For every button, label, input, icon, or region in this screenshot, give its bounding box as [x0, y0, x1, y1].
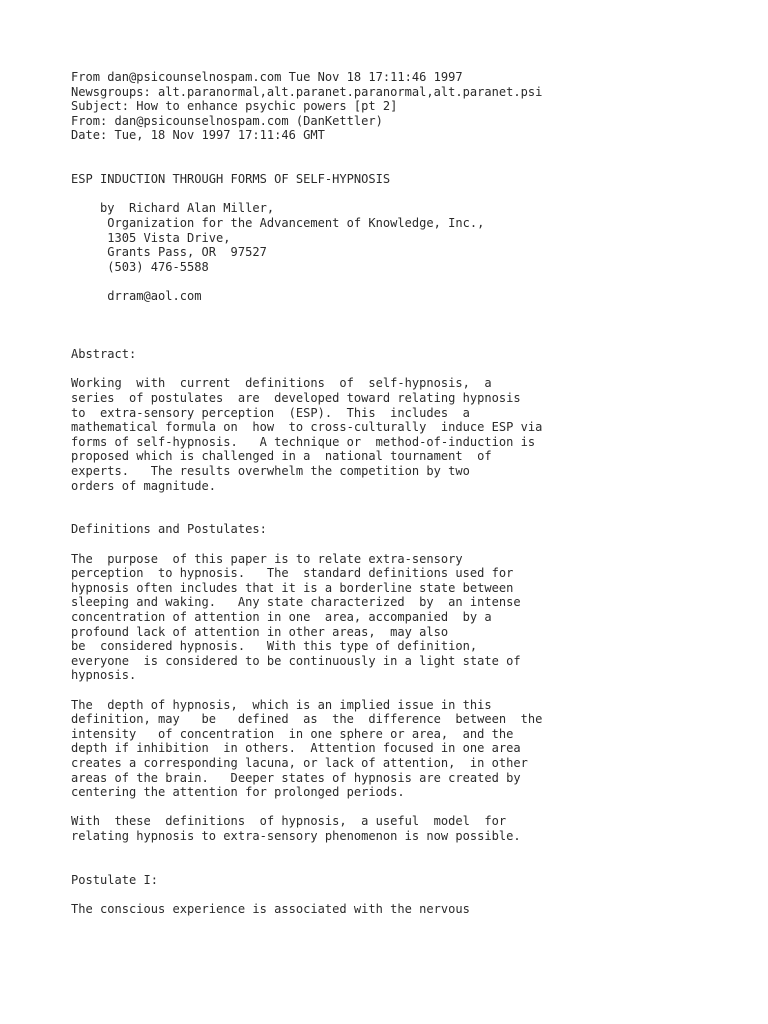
document-page — [71, 70, 761, 916]
text-line: Date: Tue, 18 Nov 1997 17:11:46 GMT — [71, 128, 325, 143]
text-line: Abstract: — [71, 347, 137, 362]
text-line — [71, 537, 761, 552]
text-line: depth if inhibition in others. Attention focused in one area — [71, 741, 521, 756]
text-line: From dan@psicounselnospam.com Tue Nov 18 17:11:46 1997 — [71, 70, 463, 84]
text-line — [71, 858, 761, 873]
text-line: Organization for the Advancement of Knowledge, Inc., — [71, 215, 485, 230]
text-line: concentration of attention in one area, accompanied by a — [71, 609, 492, 624]
text-line: hypnosis often includes that it is a borderline state between — [71, 580, 514, 595]
text-line: areas of the brain. Deeper states of hypnosis are created by — [71, 770, 521, 785]
text-line: centering the attention for prolonged periods. — [71, 785, 405, 800]
text-line: creates a corresponding lacuna, or lack of attention, in other — [71, 755, 528, 770]
text-line — [71, 187, 761, 202]
text-line: intensity of concentration in one sphere or area, and the — [71, 726, 514, 741]
text-line — [71, 274, 761, 289]
text-line — [71, 508, 761, 523]
text-line: by Richard Alan Miller, — [71, 201, 275, 216]
text-line — [71, 304, 761, 319]
text-line: relating hypnosis to extra-sensory phenomenon is now possible. — [71, 828, 521, 843]
text-line — [71, 333, 761, 348]
text-line: The conscious experience is associated with the nervous — [71, 901, 470, 916]
text-line: Definitions and Postulates: — [71, 522, 267, 537]
text-line: be considered hypnosis. With this type of definition, — [71, 639, 478, 654]
text-line: The purpose of this paper is to relate extra-sensory — [71, 551, 463, 566]
text-line: proposed which is challenged in a national tournament of — [71, 449, 492, 464]
text-line: Newsgroups: alt.paranormal,alt.paranet.paranormal,alt.paranet.psi — [71, 84, 543, 99]
text-line: hypnosis. — [71, 668, 137, 683]
text-line — [71, 800, 761, 815]
text-line — [71, 843, 761, 858]
text-line — [71, 143, 761, 158]
text-line: to extra-sensory perception (ESP). This includes a — [71, 405, 470, 420]
text-line: mathematical formula on how to cross-culturally induce ESP via — [71, 420, 543, 435]
text-line: 1305 Vista Drive, — [71, 230, 231, 245]
text-line: orders of magnitude. — [71, 478, 217, 493]
text-line: ESP INDUCTION THROUGH FORMS OF SELF-HYPNOSIS — [71, 172, 391, 187]
text-line: From: dan@psicounselnospam.com (DanKettler) — [71, 113, 383, 128]
text-line: Subject: How to enhance psychic powers [pt 2] — [71, 99, 398, 114]
text-line — [71, 362, 761, 377]
text-line: forms of self-hypnosis. A technique or method-of-induction is — [71, 434, 536, 449]
text-line: experts. The results overwhelm the competition by two — [71, 464, 470, 479]
text-line: series of postulates are developed toward relating hypnosis — [71, 391, 521, 406]
text-line: Working with current definitions of self-hypnosis, a — [71, 376, 492, 391]
text-line: drram@aol.com — [71, 288, 202, 303]
text-line: With these definitions of hypnosis, a useful model for — [71, 814, 507, 829]
text-line: (503) 476-5588 — [71, 259, 209, 274]
text-line — [71, 683, 761, 698]
text-line: everyone is considered to be continuously in a light state of — [71, 653, 521, 668]
text-line: perception to hypnosis. The standard definitions used for — [71, 566, 514, 581]
text-line: The depth of hypnosis, which is an implied issue in this — [71, 697, 492, 712]
text-line: profound lack of attention in other areas, may also — [71, 624, 449, 639]
text-line: Postulate I: — [71, 872, 159, 887]
text-line: sleeping and waking. Any state characterized by an intense — [71, 595, 521, 610]
text-line: definition, may be defined as the difference between the — [71, 712, 543, 727]
text-line — [71, 493, 761, 508]
text-line — [71, 318, 761, 333]
text-line — [71, 158, 761, 173]
text-line — [71, 887, 761, 902]
text-line: Grants Pass, OR 97527 — [71, 245, 267, 260]
